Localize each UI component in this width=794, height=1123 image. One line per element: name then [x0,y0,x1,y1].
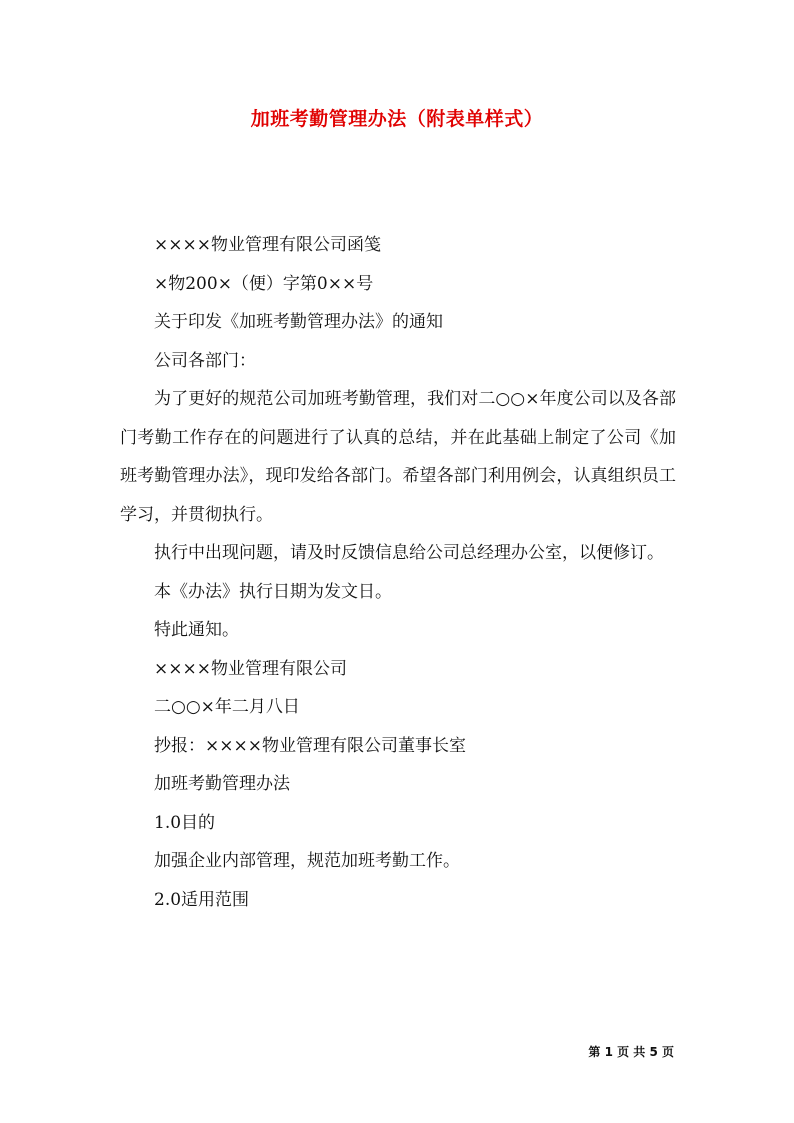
closing-line: 特此通知。 [154,620,239,640]
letterhead-line: ××××物业管理有限公司函笺 [154,235,381,255]
document-title: 加班考勤管理办法（附表单样式） [250,108,544,130]
issuer-name: ××××物业管理有限公司 [154,658,347,679]
body-paragraph: 执行中出现问题，请及时反馈信息给公司总经理办公室，以便修订。 [154,543,664,563]
document-body [120,226,676,919]
section-heading: 加班考勤管理办法 [154,774,290,794]
cc-line: 抄报：××××物业管理有限公司董事长室 [154,735,466,756]
body-paragraph: 为了更好的规范公司加班考勤管理，我们对二○○×年度公司以及各部门考勤工作存在的问题进行了认真的总结，并在此基础上制定了公司《加班考勤管理办法》，现印发给各部门。希望各部门利用例会，认真组织员工学习，并贯彻执行。 [120,389,676,525]
document-number: ×物200×（便）字第0××号 [154,273,374,294]
notice-subject: 关于印发《加班考勤管理办法》的通知 [154,312,443,332]
section-heading: 2.0适用范围 [154,889,250,910]
issue-date: 二○○×年二月八日 [154,697,300,717]
section-heading: 1.0目的 [154,812,216,833]
page-number: 第 1 页 共 5 页 [588,1045,674,1059]
body-paragraph: 本《办法》执行日期为发文日。 [154,581,392,602]
body-paragraph: 加强企业内部管理，规范加班考勤工作。 [154,851,460,871]
salutation: 公司各部门： [154,350,256,371]
